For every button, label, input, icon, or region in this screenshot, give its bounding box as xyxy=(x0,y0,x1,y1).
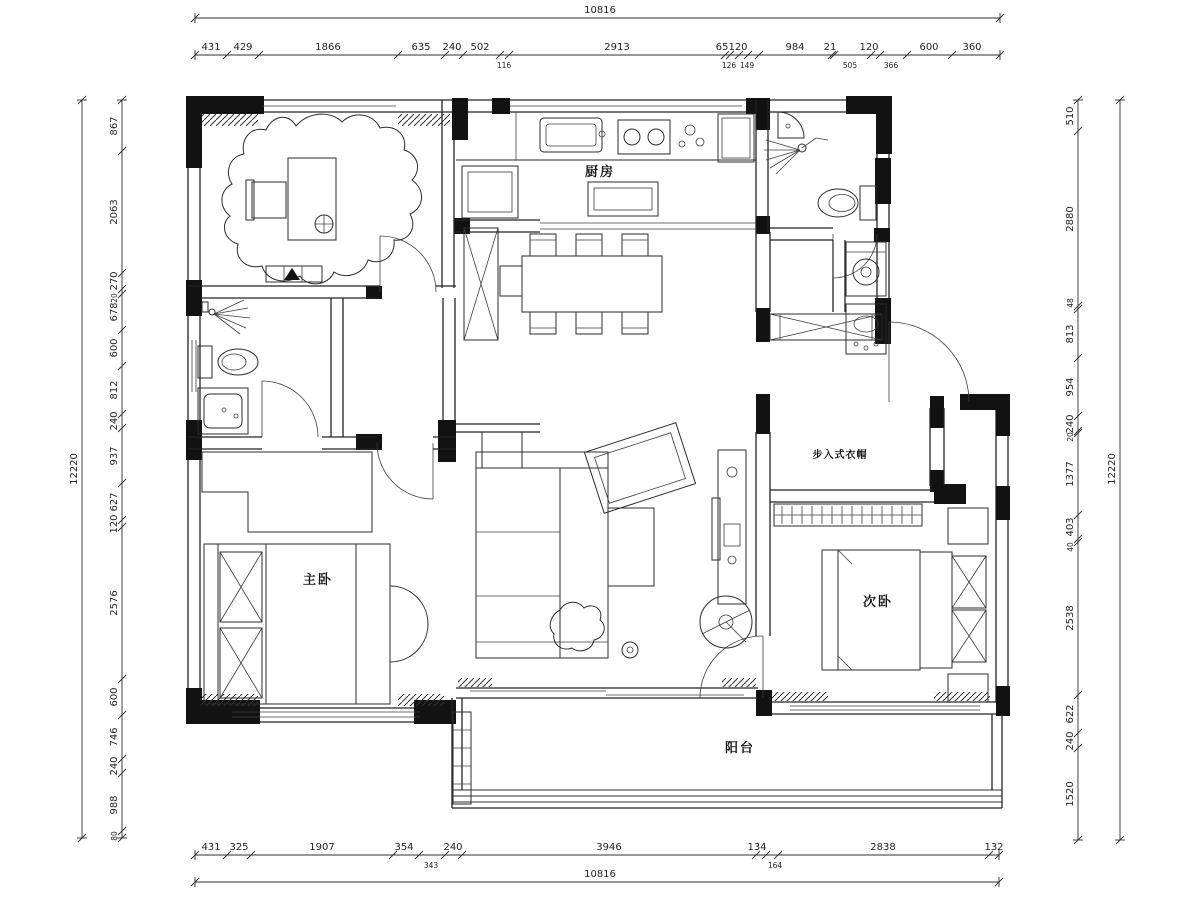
dim-label: 3946 xyxy=(596,842,622,853)
dim-label: 21 xyxy=(823,42,837,53)
dim-label: 10816 xyxy=(584,5,616,16)
wall-piers xyxy=(186,96,1010,724)
dim-label: 48 xyxy=(1066,298,1075,308)
dining-area xyxy=(464,228,662,340)
interior-walls xyxy=(188,100,944,636)
dim-chain xyxy=(191,869,1003,887)
room-label-closet: 步入式衣帽 xyxy=(812,450,868,461)
counter-items xyxy=(679,125,704,147)
dim-label: 2838 xyxy=(870,842,896,853)
plant-icon xyxy=(550,602,604,651)
dining-chairs xyxy=(530,234,648,334)
dim-label: 2576 xyxy=(109,590,120,616)
dim-label: 746 xyxy=(109,727,120,747)
dim-label: 20 xyxy=(1066,432,1075,442)
master-door xyxy=(377,443,433,499)
master-bedroom xyxy=(202,452,428,704)
bath-left-door xyxy=(262,381,318,437)
fridge-icon xyxy=(718,114,754,162)
sink-cabinet xyxy=(198,388,248,434)
dim-label: 134 xyxy=(747,842,767,853)
tall-cabinet-icon xyxy=(464,228,498,340)
dim-label: 343 xyxy=(423,861,439,870)
dim-label: 403 xyxy=(1065,517,1076,537)
dim-label: 10816 xyxy=(584,869,616,880)
dim-label: 600 xyxy=(919,42,939,53)
dim-chain xyxy=(109,96,127,842)
room-label-kitchen: 厨房 xyxy=(584,165,616,180)
dim-label: 116 xyxy=(496,61,512,70)
dim-label: 510 xyxy=(1065,106,1076,126)
tv-console-icon xyxy=(712,450,746,604)
clothes-rail-icon xyxy=(774,504,922,526)
kitchen xyxy=(456,112,756,218)
double-bed-icon xyxy=(204,544,428,704)
walk-in-closet xyxy=(774,448,922,526)
dim-label: 120 xyxy=(859,42,879,53)
dim-label: 813 xyxy=(1065,324,1076,344)
dim-label: 812 xyxy=(109,380,120,400)
dim-label: 80 xyxy=(110,831,119,841)
dim-label: 360 xyxy=(962,42,982,53)
dim-label: 502 xyxy=(470,42,490,53)
stove-icon xyxy=(618,120,670,154)
desk-chair xyxy=(252,182,286,218)
desk xyxy=(288,158,336,240)
dim-label: 12220 xyxy=(69,453,80,485)
corner-sink-icon xyxy=(778,112,804,138)
dim-label: 622 xyxy=(1065,704,1076,724)
dimension-annotations xyxy=(69,5,1125,887)
living-room xyxy=(476,423,752,658)
nightstand xyxy=(948,508,988,544)
dim-chain xyxy=(69,96,87,842)
shower-icon xyxy=(764,138,828,174)
dim-label: 2913 xyxy=(604,42,630,53)
wardrobe xyxy=(202,452,372,532)
dim-label: 1907 xyxy=(309,842,335,853)
dim-label: 126 xyxy=(721,61,737,70)
dim-label: 120 xyxy=(109,514,120,534)
dim-chain xyxy=(191,5,1004,23)
dim-label: 2538 xyxy=(1065,605,1076,631)
dim-label: 635 xyxy=(411,42,431,53)
dim-label: 240 xyxy=(109,756,120,776)
dim-label: 65 xyxy=(715,42,729,53)
dim-label: 867 xyxy=(109,116,120,136)
dim-label: 600 xyxy=(109,338,120,358)
dim-label: 164 xyxy=(767,861,783,870)
dim-label: 505 xyxy=(842,61,858,70)
shower-icon xyxy=(202,300,250,334)
toilet-icon xyxy=(818,186,876,220)
washing-machine-icon xyxy=(846,242,886,296)
dim-chain xyxy=(1107,96,1125,844)
dim-label: 240 xyxy=(1065,731,1076,751)
sofa-icon xyxy=(476,452,654,658)
dim-label: 1520 xyxy=(1065,781,1076,807)
entry-foyer xyxy=(770,314,882,340)
kitchen-cabinet xyxy=(462,166,518,218)
dim-label: 954 xyxy=(1065,377,1076,397)
dim-label: 2063 xyxy=(109,199,120,225)
dim-chain xyxy=(191,842,1004,870)
toilet-icon xyxy=(198,346,258,378)
second-bedroom xyxy=(822,508,988,702)
dim-label: 240 xyxy=(443,842,463,853)
dim-label: 240 xyxy=(442,42,462,53)
bath-right-door xyxy=(833,234,877,278)
dim-chain xyxy=(191,42,1004,70)
dim-label: 937 xyxy=(109,446,120,466)
dim-label: 988 xyxy=(109,795,120,815)
decor-item xyxy=(622,642,638,658)
dim-chain xyxy=(1065,96,1083,844)
dining-table xyxy=(522,256,662,312)
dim-label: 984 xyxy=(785,42,805,53)
dim-label: 132 xyxy=(984,842,1004,853)
dim-label: 120 xyxy=(728,42,748,53)
dim-label: 149 xyxy=(739,61,755,70)
side-chair xyxy=(500,266,522,296)
double-bed-icon xyxy=(822,550,986,670)
dim-label: 431 xyxy=(201,842,221,853)
entry-door xyxy=(889,322,969,402)
dim-label: 270 xyxy=(109,271,120,291)
dim-label: 678 xyxy=(109,302,120,322)
study-room xyxy=(222,114,422,284)
dim-label: 429 xyxy=(233,42,253,53)
dim-label: 627 xyxy=(109,492,120,512)
kitchen-island xyxy=(588,182,658,216)
dim-label: 354 xyxy=(394,842,414,853)
dim-label: 431 xyxy=(201,42,221,53)
study-door xyxy=(380,236,436,292)
kitchen-sink-icon xyxy=(540,118,605,152)
dim-label: 1866 xyxy=(315,42,341,53)
bathroom-left xyxy=(198,300,258,434)
chaise xyxy=(482,432,522,468)
dim-label: 40 xyxy=(1066,542,1075,552)
second-bedroom-door xyxy=(700,636,763,698)
dim-label: 20 xyxy=(110,293,119,303)
dim-label: 240 xyxy=(109,411,120,431)
room-label-balcony: 阳台 xyxy=(724,741,756,756)
room-label-second: 次卧 xyxy=(862,595,894,610)
dim-label: 12220 xyxy=(1107,453,1118,485)
dim-label: 240 xyxy=(1065,414,1076,434)
dim-label: 325 xyxy=(229,842,249,853)
shoe-cabinet-icon xyxy=(770,314,882,340)
room-label-master: 主卧 xyxy=(302,573,334,588)
dim-label: 1377 xyxy=(1065,461,1076,487)
dim-label: 600 xyxy=(109,687,120,707)
dim-label: 2880 xyxy=(1065,206,1076,232)
dim-label: 366 xyxy=(883,61,899,70)
